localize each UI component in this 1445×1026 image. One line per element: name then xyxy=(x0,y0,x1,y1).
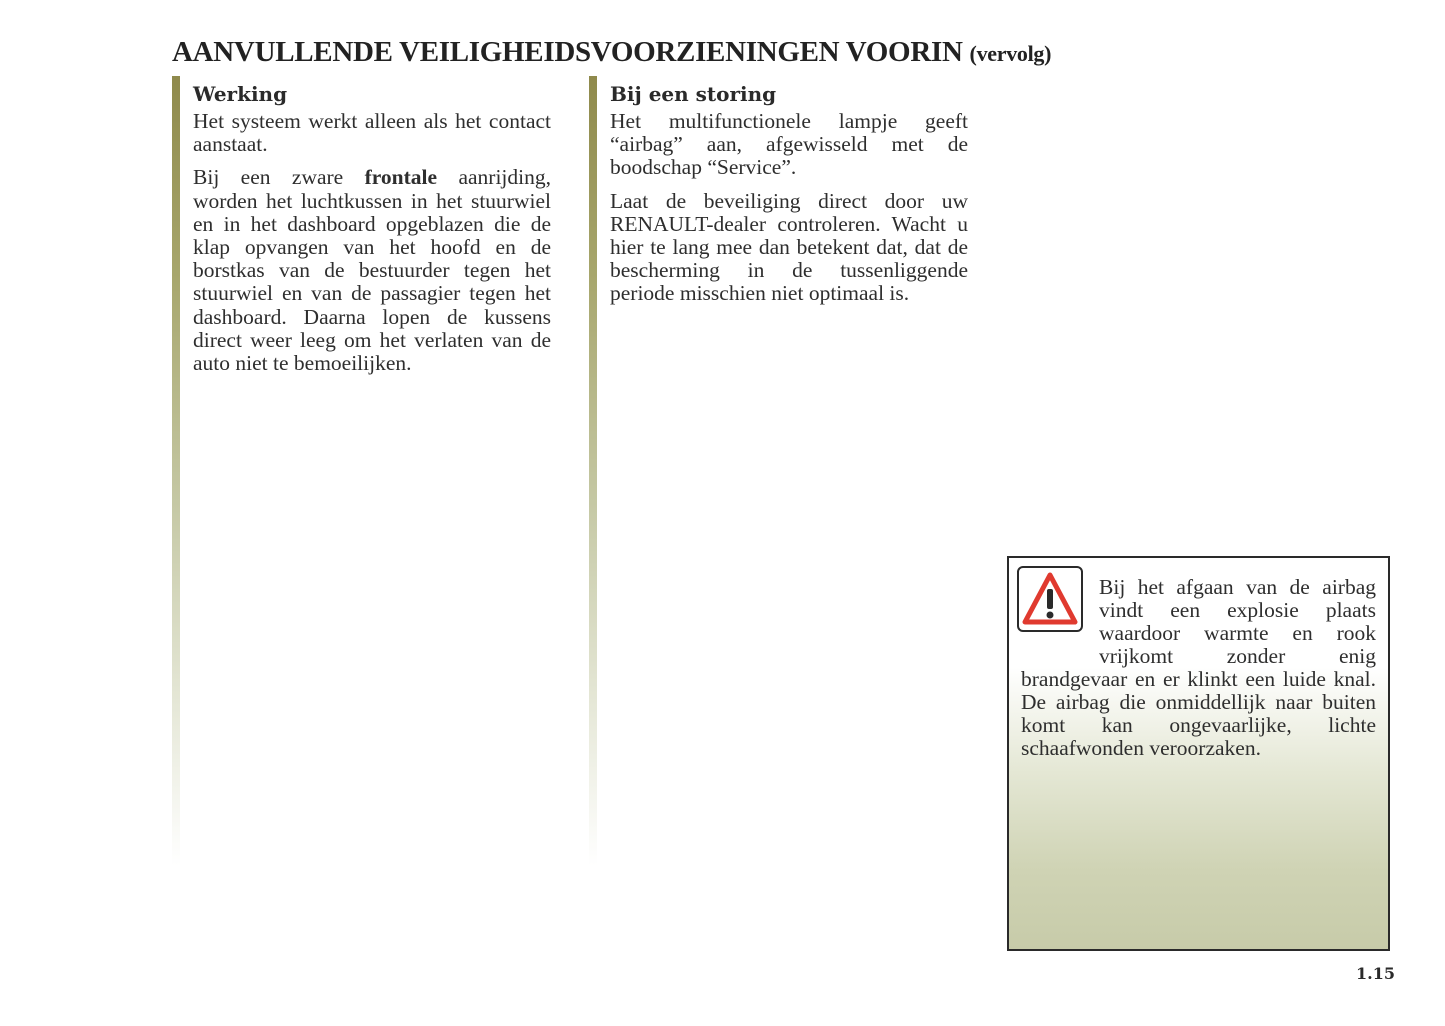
emphasis-text: frontale xyxy=(364,165,438,190)
warning-text-content: Bij het afgaan van de airbag vindt een explosie plaats waardoor warmte en rook vrijkomt zonder enig brandgevaar en er klinkt een luide knal. De airbag die onmiddellijk naar buiten komt kan ongevaarlijke, lichte schaafwonden veroorzaken. xyxy=(1021,575,1376,760)
section-heading-werking: Werking xyxy=(193,82,288,106)
paragraph-text: Bij een zware xyxy=(193,165,365,190)
left-column-accent-bar xyxy=(172,76,180,866)
warning-box xyxy=(1007,556,1390,951)
page-number: 1.15 xyxy=(1356,964,1395,983)
middle-column-accent-bar xyxy=(589,76,597,866)
paragraph: Laat de beveiliging direct door uw RENAULT-dealer controleren. Wacht u hier te lang mee dan betekent dat, dat de bescherming in de tussenliggende periode misschien niet optimaal is. xyxy=(610,188,968,306)
left-column xyxy=(193,80,551,385)
paragraph xyxy=(193,166,551,375)
page-title xyxy=(172,36,1051,69)
paragraph-text: aanrijding, worden het luchtkussen in het stuurwiel en in het dashboard opgeblazen die de klap opvangen van het hoofd en de borstkas van de bestuurder tegen het stuurwiel en van de passagier tegen het dashboard. Daarna lopen de kussens direct weer leeg om het verlaten van de auto niet te bemoeilijken. xyxy=(193,165,551,376)
section-heading-storing: Bij een storing xyxy=(610,82,777,106)
paragraph: Het multifunctionele lampje geeft “airbag” aan, afgewisseld met de boodschap “Service”. xyxy=(610,109,968,180)
paragraph: Het systeem werkt alleen als het contact aanstaat. xyxy=(193,109,551,157)
middle-column xyxy=(610,80,968,316)
page-title-main: AANVULLENDE VEILIGHEIDSVOORZIENINGEN VOORIN xyxy=(172,36,963,68)
page-title-suffix: (vervolg) xyxy=(969,41,1052,66)
warning-text xyxy=(1021,576,1376,760)
